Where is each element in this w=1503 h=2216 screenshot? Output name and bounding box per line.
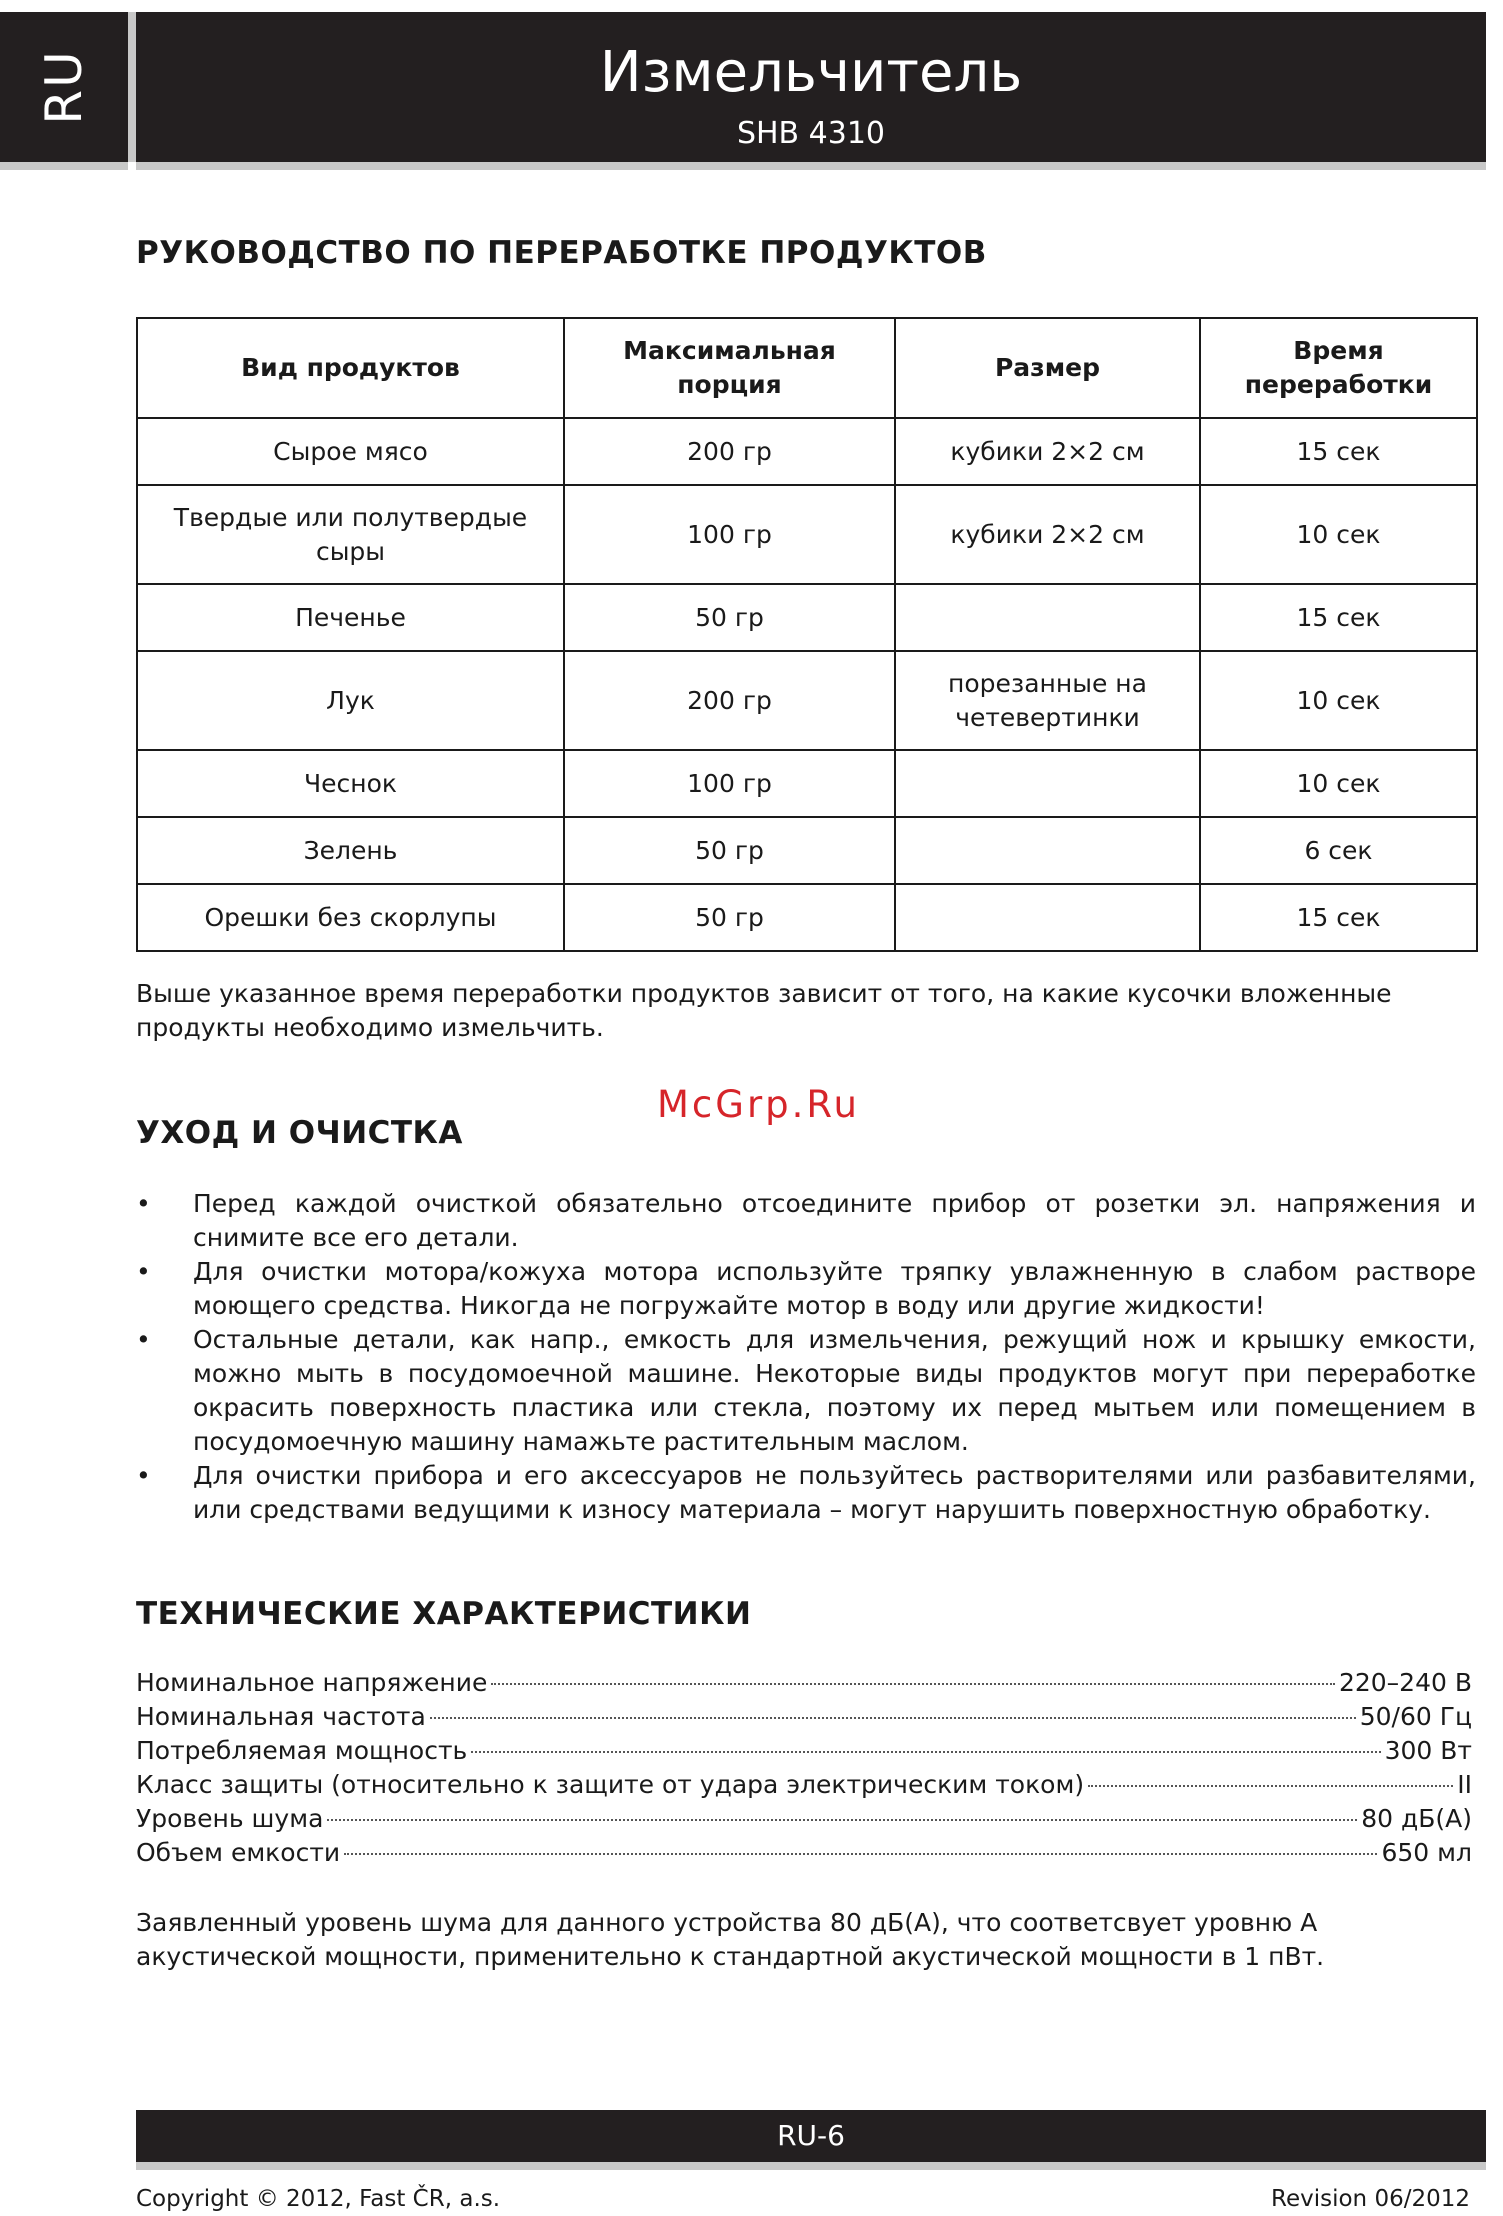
page-number: RU-6 [777, 2119, 845, 2152]
bullet: • [136, 1325, 151, 1354]
table-cell: 200 гр [564, 418, 895, 485]
table-cell: 100 гр [564, 485, 895, 584]
table-cell: порезанные на четевертинки [895, 651, 1200, 750]
specs-list [136, 1668, 1472, 1872]
list-item [136, 1459, 1476, 1527]
column-header: Размер [895, 318, 1200, 418]
footer-bar [136, 2110, 1486, 2162]
spec-label: Номинальное напряжение [136, 1668, 488, 1697]
table-cell: Зелень [137, 817, 564, 884]
bullet: • [136, 1461, 151, 1490]
header-tab-shadow [0, 162, 128, 170]
spec-value: 50/60 Гц [1359, 1702, 1472, 1731]
spec-label: Класс защиты (относительно к защите от удара электрическим током) [136, 1770, 1085, 1799]
dot-leader [471, 1751, 1380, 1753]
care-section-title: УХОД И ОЧИСТКА [136, 1115, 463, 1151]
table-cell: 10 сек [1200, 750, 1477, 817]
table-row [137, 418, 1477, 485]
table-cell: Печенье [137, 584, 564, 651]
spec-value: 220–240 В [1338, 1668, 1472, 1697]
table-cell: 10 сек [1200, 485, 1477, 584]
table-cell: кубики 2×2 см [895, 418, 1200, 485]
table-row [137, 750, 1477, 817]
header-shadow [128, 12, 136, 162]
dot-leader [327, 1819, 1357, 1821]
table-row [137, 485, 1477, 584]
spec-row [136, 1668, 1472, 1702]
language-label: RU [35, 49, 93, 125]
list-item [136, 1187, 1476, 1255]
header-bar-shadow [136, 162, 1486, 170]
table-cell [895, 584, 1200, 651]
spec-row [136, 1736, 1472, 1770]
spec-value: 650 мл [1381, 1838, 1472, 1867]
table-cell [895, 884, 1200, 951]
spec-label: Потребляемая мощность [136, 1736, 468, 1765]
table-cell: 200 гр [564, 651, 895, 750]
spec-row [136, 1838, 1472, 1872]
spec-label: Объем емкости [136, 1838, 341, 1867]
spec-row [136, 1770, 1472, 1804]
column-header: Вид продуктов [137, 318, 564, 418]
table-cell: кубики 2×2 см [895, 485, 1200, 584]
table-cell: 50 гр [564, 884, 895, 951]
bullet: • [136, 1257, 151, 1286]
table-cell: 15 сек [1200, 884, 1477, 951]
processing-section-title: РУКОВОДСТВО ПО ПЕРЕРАБОТКЕ ПРОДУКТОВ [136, 235, 987, 271]
list-item-text: Для очистки прибора и его аксессуаров не пользуйтесь растворителями или разбавителями, или средствами ведущими к износу материала – могут нарушить поверхностную обработку. [193, 1461, 1476, 1524]
table-cell: Орешки без скорлупы [137, 884, 564, 951]
table-cell: 50 гр [564, 584, 895, 651]
spec-value: 300 Вт [1384, 1736, 1472, 1765]
bullet: • [136, 1189, 151, 1218]
table-header-row [137, 318, 1477, 418]
column-header: Максимальная порция [564, 318, 895, 418]
table-cell: Лук [137, 651, 564, 750]
spec-label: Номинальная частота [136, 1702, 426, 1731]
processing-table [136, 317, 1478, 952]
list-item [136, 1255, 1476, 1323]
dot-leader [491, 1683, 1335, 1685]
spec-label: Уровень шума [136, 1804, 324, 1833]
dot-leader [344, 1853, 1377, 1855]
table-cell: Чеснок [137, 750, 564, 817]
revision: Revision 06/2012 [1271, 2186, 1470, 2212]
processing-note: Выше указанное время переработки продуктов зависит от того, на какие кусочки вложенные продукты необходимо измельчить. [136, 979, 1392, 1042]
care-list [136, 1187, 1476, 1527]
table-cell: 50 гр [564, 817, 895, 884]
table-cell: 6 сек [1200, 817, 1477, 884]
model-number: SHB 4310 [736, 116, 886, 151]
table-row [137, 651, 1477, 750]
specs-note: Заявленный уровень шума для данного устройства 80 дБ(А), что соответсвует уровню А акустической мощности, применительно к стандартной акустической мощности в 1 пВт. [136, 1908, 1325, 1971]
page-title: Измельчитель [599, 40, 1023, 105]
list-item [136, 1323, 1476, 1459]
spec-value: II [1457, 1770, 1472, 1799]
spec-row [136, 1702, 1472, 1736]
spec-value: 80 дБ(А) [1361, 1804, 1472, 1833]
language-tab [0, 12, 128, 162]
list-item-text: Для очистки мотора/кожуха мотора используйте тряпку увлажненную в слабом растворе моющего средства. Никогда не погружайте мотор в воду или другие жидкости! [193, 1257, 1476, 1320]
table-row [137, 584, 1477, 651]
table-row [137, 817, 1477, 884]
table-cell [895, 817, 1200, 884]
table-cell: 10 сек [1200, 651, 1477, 750]
table-cell [895, 750, 1200, 817]
footer-shadow [136, 2162, 1486, 2170]
table-cell: 15 сек [1200, 584, 1477, 651]
table-cell: Твердые или полутвердые сыры [137, 485, 564, 584]
header-bar [136, 12, 1486, 162]
specs-section-title: ТЕХНИЧЕСКИЕ ХАРАКТЕРИСТИКИ [136, 1596, 752, 1632]
list-item-text: Перед каждой очисткой обязательно отсоедините прибор от розетки эл. напряжения и снимите все его детали. [193, 1189, 1476, 1252]
watermark: McGrp.Ru [657, 1083, 860, 1126]
table-row [137, 884, 1477, 951]
list-item-text: Остальные детали, как напр., емкость для измельчения, режущий нож и крышку емкости, можно мыть в посудомоечной машине. Некоторые виды продуктов могут при переработке окрасить поверхность пластика или стекла, поэтому их перед мытьем или помещением в посудомоечную машину намажьте растительным маслом. [193, 1325, 1476, 1456]
table-cell: 100 гр [564, 750, 895, 817]
table-cell: Сырое мясо [137, 418, 564, 485]
dot-leader [430, 1717, 1356, 1719]
copyright: Copyright © 2012, Fast ČR, a.s. [136, 2186, 501, 2212]
table-cell: 15 сек [1200, 418, 1477, 485]
spec-row [136, 1804, 1472, 1838]
column-header: Время переработки [1200, 318, 1477, 418]
dot-leader [1088, 1785, 1453, 1787]
